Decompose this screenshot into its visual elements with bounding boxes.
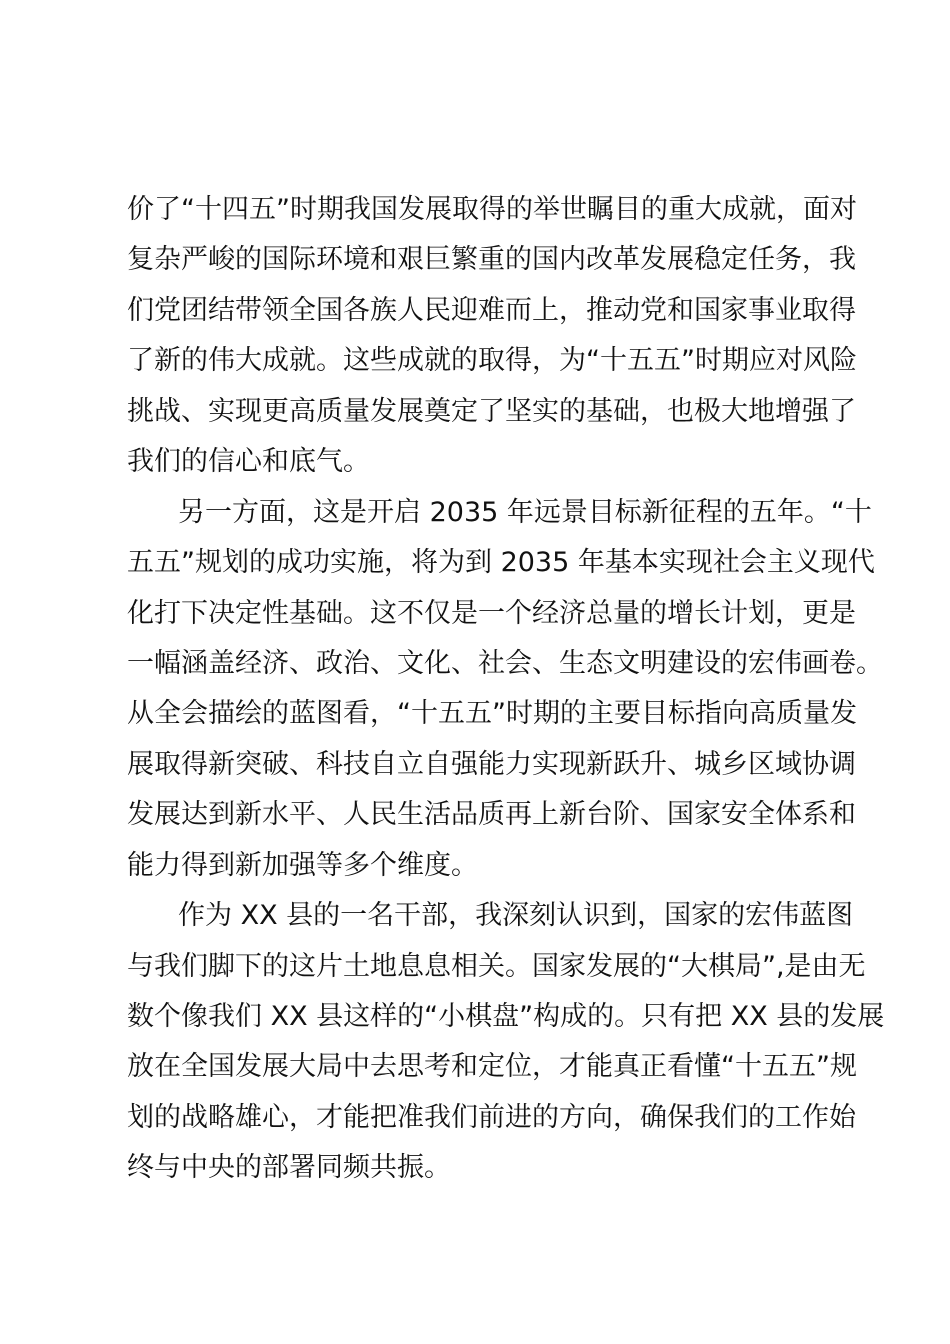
text-line: 终与中央的部署同频共振。 <box>127 1152 451 1184</box>
paragraph-3 <box>127 891 885 1194</box>
text-line: 化打下决定性基础。这不仅是一个经济总量的增长计划，更是 <box>127 597 856 629</box>
text-line: 展取得新突破、科技自立自强能力实现新跃升、城乡区域协调 <box>127 748 856 780</box>
text-line: 放在全国发展大局中去思考和定位，才能真正看懂“十五五”规 <box>127 1051 857 1083</box>
text-line: 能力得到新加强等多个维度。 <box>127 849 478 881</box>
text-line: 复杂严峻的国际环境和艰巨繁重的国内改革发展稳定任务，我 <box>127 244 856 276</box>
text-line: 我们的信心和底气。 <box>127 446 370 478</box>
text-line: 发展达到新水平、人民生活品质再上新台阶、国家安全体系和 <box>127 799 856 831</box>
body-text <box>127 185 885 1194</box>
text-line: 了新的伟大成就。这些成就的取得，为“十五五”时期应对风险 <box>127 345 857 377</box>
paragraph-1 <box>127 185 857 488</box>
text-line: 价了“十四五”时期我国发展取得的举世瞩目的重大成就，面对 <box>127 194 857 225</box>
paragraph-2 <box>127 488 883 892</box>
text-line: 们党团结带领全国各族人民迎难而上，推动党和国家事业取得 <box>127 294 856 326</box>
text-line: 另一方面，这是开启 2035 年远景目标新征程的五年。“十 <box>178 496 872 528</box>
text-line: 挑战、实现更高质量发展奠定了坚实的基础，也极大地增强了 <box>127 395 856 427</box>
text-line: 数个像我们 XX 县这样的“小棋盘”构成的。只有把 XX 县的发展 <box>127 1001 885 1032</box>
text-line: 从全会描绘的蓝图看，“十五五”时期的主要目标指向高质量发 <box>127 698 857 730</box>
text-line: 五五”规划的成功实施，将为到 2035 年基本实现社会主义现代 <box>127 547 875 579</box>
text-line: 划的战略雄心，才能把准我们前进的方向，确保我们的工作始 <box>127 1101 856 1133</box>
text-line: 一幅涵盖经济、政治、文化、社会、生态文明建设的宏伟画卷。 <box>127 647 883 679</box>
text-line: 与我们脚下的这片土地息息相关。国家发展的“大棋局”,是由无 <box>127 950 866 982</box>
text-line: 作为 XX 县的一名干部，我深刻认识到，国家的宏伟蓝图 <box>178 900 854 932</box>
